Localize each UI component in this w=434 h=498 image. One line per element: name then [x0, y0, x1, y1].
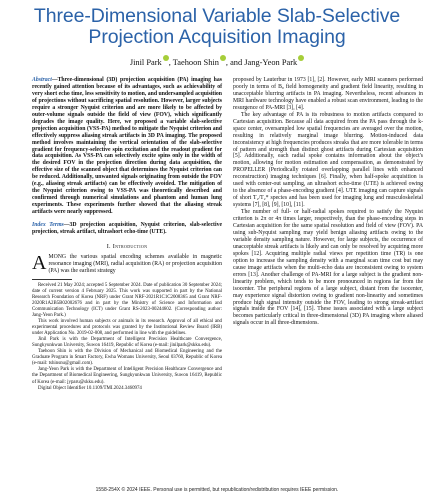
- left-column: [32, 77, 222, 392]
- paper-title-line-1: Three-Dimensional Variable Slab-Selective: [33, 5, 401, 27]
- body-paragraph: proposed by Lauterbur in 1973 [1], [2]. However, early MRI scanners performed poorly in terms of B₀ field homogeneity and gradient field linearity, resulting in unacceptable blurring artifacts in PA imaging. Nevertheless, recent advances in MRI hardware technology have enabled a robust scan environment, leading to the resurgence of PA-MRI [3], [4].: [233, 77, 423, 111]
- intro-text: MONG the various spatial encoding schemes available in magnetic resonance imaging (MRI), radial acquisition (RA) or projection acquisition (PA) was the earliest strategy: [48, 253, 222, 274]
- section-heading: I. Introduction: [106, 242, 148, 250]
- paper-title: [0, 6, 434, 48]
- footnote: This work involved human subjects or animals in its research. Approval of all ethical and experimental procedures and protocols was granted by the Institutional Review Board (IRB) under Application No. 2019-02-008, and performed in line with the guidelines.: [32, 319, 222, 337]
- body-paragraph: The key advantage of PA is its robustness to motion artifacts compared to Cartesian acquisition. Because all data acquired from the PA pass through the k-space center, oversampled low spatial frequencies are averaged over the motion, resulting in relatively marginal image blurring. Motion-induced data inconsistency at high frequencies produces streaks that are more tolerable in terms of pattern and strength than distinct ghost artifacts during Cartesian acquisition [5]. Additionally, each radial spoke contains information about the object's motion, allowing for motion estimation and compensation, as demonstrated by PROPELLER (Periodically rotated overlapping parallel lines with enhanced reconstruction) imaging techniques [6]. Finally, when half-spoke acquisition is used with center-out sampling, an ultrashort echo-time (UTE) is achieved owing to the absence of a phase-encoding gradient [4]. UTE imaging can capture signals of short T₂/T₂* species and has been used for imaging lung and musculoskeletal systems [7], [8], [9], [10], [11].: [233, 111, 423, 209]
- abstract: [32, 77, 222, 216]
- abstract-text: —Three-dimensional (3D) projection acquisition (PA) imaging has recently gained attention because of its advantages, such as achievability of very short echo time, less sensitivity to motion, and undersampled acquisition of projections without sacrificing spatial resolution. However, larger subjects require a stronger Nyquist criterion and are more likely to be affected by outer-volume signals outside the field of view (FOV), which significantly degrades the image quality. Here, we proposed a variable slab-selective projection acquisition (VSS-PA) method to mitigate the Nyquist criterion and effectively suppress aliasing streak artifacts in 3D PA imaging. The proposed method involves maintaining the vertical orientation of the slab-selective gradient for frequency-selective spin excitation and the readout gradient for data acquisition. As VSS-PA can selectively excite spins only in the width of the desired FOV in the projection direction during data acquisition, the effective size of the scanned object that determines the Nyquist criterion can be reduced. Additionally, unwanted signals originating from outside the FOV (e.g., aliasing streak artifacts) can be effectively avoided. The mitigation of the Nyquist criterion owing to VSS-PA was theoretically described and confirmed through numerical simulations and phantom and human lung experiments. These experiments further showed that the aliasing streak artifacts were nearly suppressed.: [32, 77, 222, 216]
- doi-line[interactable]: Digital Object Identifier 10.1109/TMI.2024.3460974: [38, 385, 142, 391]
- abstract-label: Abstract: [32, 77, 52, 83]
- index-terms-text: —3D projection acquisition, Nyquist criterion, slab-selective projection, streak artifact, ultrashort echo-time (UTE).: [32, 222, 222, 236]
- orcid-icon[interactable]: [220, 55, 226, 61]
- copyright-footer: 1558-254X © 2024 IEEE. Personal use is permitted, but republication/redistribution requires IEEE permission.: [95, 487, 339, 493]
- author-name: Jinil Park: [129, 57, 162, 67]
- paper-title-line-2: Projection Acquisition Imaging: [88, 26, 346, 48]
- orcid-icon[interactable]: [298, 55, 304, 61]
- author-list: Jinil Park , Taehoon Shin , and Jang-Yeon Park: [0, 55, 434, 67]
- right-column: [233, 77, 423, 327]
- orcid-icon[interactable]: [163, 55, 169, 61]
- footnote: Jinil Park is with the Department of Intelligent Precision Healthcare Convergence, Sungkyunkwan University, Suwon 16419, Republic of Korea (e-mail: jinilpark@skku.edu).: [32, 337, 222, 349]
- index-terms: [32, 222, 222, 236]
- intro-paragraph: [32, 251, 222, 275]
- body-paragraph: The number of full- or half-radial spokes required to satisfy the Nyquist criterion is 2π or 4π times larger, respectively, than the phase-encoding steps in Cartesian acquisition for the same spatial resolution and field of view (FOV). PA using sub-Nyquist sampling may yield benign aliasing artifacts owing to the variable density sampling nature. However, for large subjects, the occurrence of unacceptable streak artifacts is likely and can only be resolved by acquiring more spokes [12]. Acquiring multiple radial views per repetition time (TR) is one option to increase the sampling density with a marginal scan time cost but may cause image artifacts when the multi-echo data are inconsistent owing to system errors [13]. Another challenge of PA-MRI for a large subject is the gradient non-linearity problem, which tends to be more pronounced in regions far from the isocenter. The peripheral regions of a large subject, distant from the isocenter, may experience signal distortion owing to gradient non-linearity and sometimes produce high signal intensity outside the FOV, leading to strong streak-artifact signals inside the FOV [14], [15]. These issues associated with a large subject becomes particularly critical in three-dimensional (3D) PA imaging where aliased signals occur in all three-dimensions.: [233, 209, 423, 327]
- footnote: Taehoon Shin is with the Division of Mechanical and Biomedical Engineering and the Graduate Program in Smart Factory, Ewha Womans University, Seoul 03760, Republic of Korea (e-mail: tshinsnu@gmail.com).: [32, 349, 222, 367]
- footnote: Received 21 May 2024; accepted 5 September 2024. Date of publication 30 September 2024; date of current version 4 February 2025. This work was supported in part by the National Research Foundation of Korea (NRF) under Grant NRF-2021R1C1C2008365 and Grant NRF-2020R1A2B5B02002676 and in part by the Ministry of Science and Information and Communication Technology (ICT) under Grant RS-2023-00244602. (Corresponding author: Jang-Yeon Park.): [32, 282, 222, 319]
- footnote-divider: [32, 279, 72, 280]
- footnote: Jang-Yeon Park is with the Department of Intelligent Precision Healthcare Convergence and the Department of Biomedical Engineering, Sungkyunkwan University, Suwon 16419, Republic of Korea (e-mail: jyparu@skku.edu).: [32, 367, 222, 385]
- author-name: Taehoon Shin: [172, 57, 219, 67]
- author-name: Jang-Yeon Park: [244, 57, 298, 67]
- index-terms-label: Index Terms: [32, 222, 64, 229]
- drop-cap: A: [32, 251, 47, 274]
